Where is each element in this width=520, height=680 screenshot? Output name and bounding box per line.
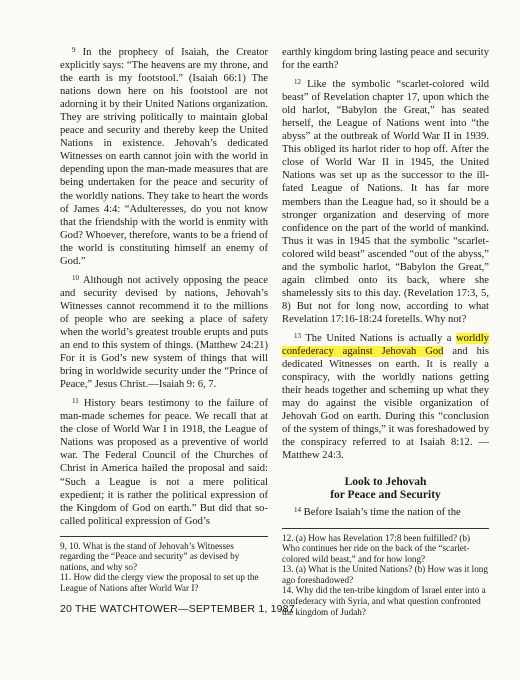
page-footer: 20 THE WATCHTOWER—SEPTEMBER 1, 1987	[60, 603, 295, 615]
section-subheading	[282, 476, 489, 502]
questions-divider	[282, 528, 489, 529]
study-question-12: 12. (a) How has Revelation 17:8 been fulfilled? (b) Who continues her ride on the back of the “scarlet-colored wild beast,” and for how long?	[282, 532, 471, 564]
paragraph-text: Although not actively opposing the peace and security devised by nations, Jehovah’s Witnesses cannot recommend it to the millions of people who are seeking a place of safety when the world’s greatest trouble erupts and puts an end to this system of things. (Matthew 24:21) For it is God’s new system of things that will bring in worldwide security under the “Prince of Peace,” Jesus Christ.—Isaiah 9: 6, 7.	[60, 274, 269, 391]
highlighted-text: worldly confederacy against Jehovah God	[282, 332, 489, 358]
paragraph-12	[282, 76, 489, 326]
study-question-9-10: 9, 10. What is the stand of Jehovah’s Witnesses regarding the “Peace and security” as devised by nations, and why so?	[60, 540, 240, 572]
paragraph-number: 9	[72, 46, 76, 54]
paragraph-number: 13	[294, 331, 301, 340]
paragraph-11	[60, 395, 268, 527]
paragraph-text: The United Nations is actually a	[305, 332, 452, 344]
study-question-14: 14. Why did the ten-tribe kingdom of Israel enter into a confederacy with Syria, and what question confronted the kingdom of Judah?	[282, 585, 486, 617]
right-column	[282, 46, 489, 617]
paragraph-9	[60, 44, 268, 268]
paragraph-10	[60, 272, 268, 391]
paragraph-text: and his dedicated Witnesses on earth. It is really a conspiracy, with the worldly nations getting their heads together and scheming up what they may do against the visible organization of Jehovah God on earth. During this “conclusion of the system of things,” it was foreshadowed by the conspiracy referred to at Isaiah 8:12. —Matthew 24:3.	[282, 346, 489, 462]
paragraph-text: Like the symbolic “scarlet-colored wild beast” of Revelation chapter 17, upon which the old harlot, “Babylon the Great,” has seated herself, the League of Nations went into “the abyss” at the outbreak of World War II in 1939. This obliged its harlot rider to hop off. After the close of World War II in 1945, the United Nations was set up as the successor to the ill-fated League of Nations. It has far more members than the League had, so it should be a stronger organization and deserving of more confidence on the part of the world of mankind. Thus it was in 1945 that the symbolic “scarlet-colored wild beast” ascended “out of the abyss,” and the symbolic harlot, “Babylon the Great,” again climbed onto its back, where she shamelessly sits to this day. (Revelation 17:3, 5, 8) But not for long now, according to what Revelation 17:16-18:24 foretells. Why not?	[282, 79, 490, 325]
paragraph-14	[282, 504, 489, 519]
paragraph-number: 10	[72, 273, 79, 282]
paragraph-13	[282, 330, 489, 462]
questions-divider	[60, 536, 268, 537]
paragraph-number: 12	[294, 78, 301, 87]
paragraph-11-continued: earthly kingdom bring lasting peace and security for the earth?	[282, 47, 489, 72]
paragraph-text: History bears testimony to the failure of man-made schemes for peace. We recall that at the close of World War I in 1918, the League of Nations was proposed as a preventive of world war. The Federal Council of the Churches of Christ in America hailed the proposal and said: “Such a League is not a mere political expedient; it is rather the political expression of the Kingdom of God on earth.” But did that so-called political expression of God’s	[60, 398, 268, 527]
study-question-11: 11. How did the clergy view the proposal to set up the League of Nations after World War I?	[60, 572, 259, 594]
study-question-13: 13. (a) What is the United Nations? (b) How was it long ago foreshadowed?	[282, 564, 488, 585]
subheading-line-1: Look to Jehovah	[344, 476, 427, 489]
left-column	[60, 44, 268, 594]
subheading-line-2: for Peace and Security	[330, 489, 441, 502]
paragraph-text: Before Isaiah’s time the nation of the	[303, 507, 461, 519]
paragraph-number: 11	[72, 397, 79, 406]
paragraph-text: In the prophecy of Isaiah, the Creator explicitly says: “The heavens are my throne, and the earth is my footstool.” (Isaiah 66:1) The nations down here on his footstool are not adorning it by their United Nations organization. They are striving politically to maintain global peace and security and thereby keep the United Nations in existence. Jehovah’s dedicated Witnesses on earth cannot join with the world in depending upon the man-made measures that are being undertaken for the peace and security of the worldly nations. They take to heart the words of James 4:4: “Adulteresses, do you not know that the friendship with the world is enmity with God? Whoever, therefore, wants to be a friend of the world is constituting himself an enemy of God.”	[60, 47, 268, 267]
paragraph-number: 14	[294, 506, 301, 515]
